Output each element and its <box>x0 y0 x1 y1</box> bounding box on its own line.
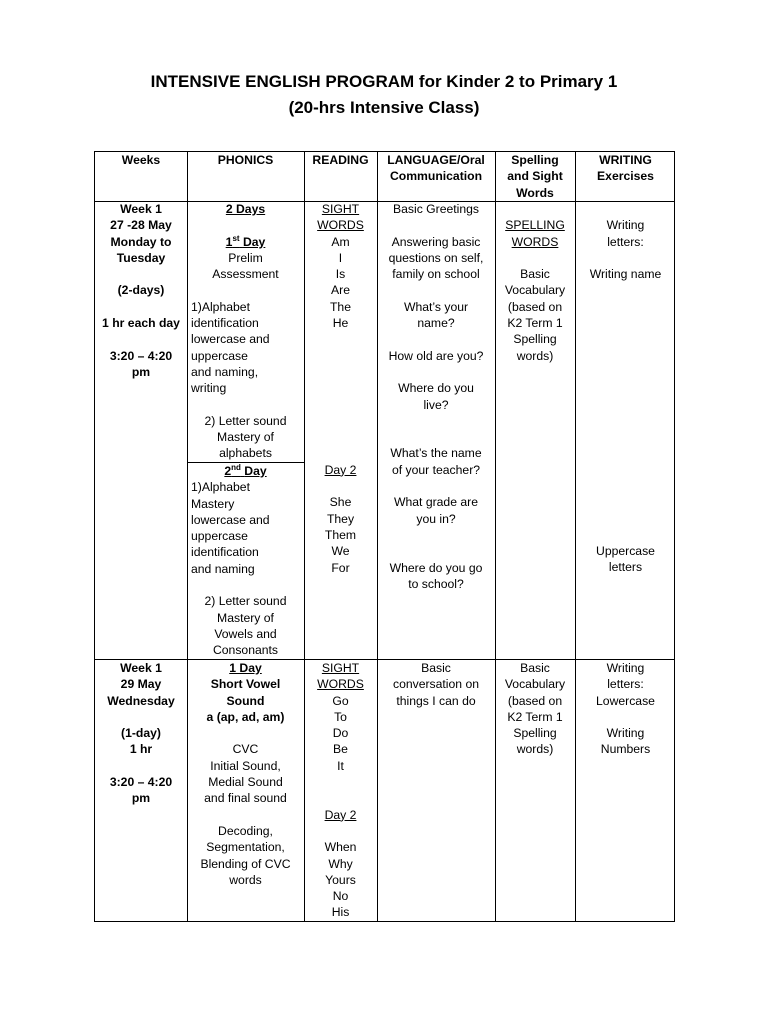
header-spelling: Spelling and Sight Words <box>507 153 563 200</box>
week1-weeks-cell: Week 1 27 -28 May Monday to Tuesday (2-days) 1 hr each day 3:20 – 4:20 pm <box>102 202 180 379</box>
week2-language-cell: Basic conversation on things I can do <box>392 661 480 708</box>
header-writing: WRITING Exercises <box>597 153 654 184</box>
week2-weeks-cell: Week 1 29 May Wednesday (1-day) 1 hr 3:20 – 4:20 pm <box>107 661 175 806</box>
week1-spelling-cell: SPELLING WORDS Basic Vocabulary (based on K2 Term 1 Spelling words) <box>504 218 566 363</box>
week2-spelling-cell: Basic Vocabulary (based on K2 Term 1 Spelling words) <box>504 661 566 757</box>
header-language: LANGUAGE/Oral Communication <box>387 153 485 184</box>
week1-phonics-day2-cell: 2nd Day 1)Alphabet Mastery lowercase and uppercase identification and naming 2) Letter sound Mastery of Vowels and Consonants <box>191 463 287 658</box>
week1-reading-cell: SIGHT WORDS Am I Is Are The He Day 2 She They Them We For <box>317 202 364 575</box>
week2-writing-cell: Writing letters: Lowercase Writing Numbers <box>596 661 655 757</box>
document-subtitle: (20-hrs Intensive Class) <box>288 98 480 117</box>
week1-phonics-day1-cell: 2 Days 1st Day Prelim Assessment 1)Alphabet identification lowercase and uppercase and naming, writing 2) Letter sound Mastery of alphabets <box>191 202 287 461</box>
week1-writing-cell: Writing letters: Writing name <box>589 218 662 282</box>
week1-language-cell: Basic Greetings Answering basic questions on self, family on school What’s your name? How old are you? Where do you live? What’s the name of your teacher? What grade are you in? Where do you go to school? <box>388 202 484 591</box>
week2-phonics-cell: 1 Day Short Vowel Sound a (ap, ad, am) CVC Initial Sound, Medial Sound and final sound Decoding, Segmentation, Blending of CVC words <box>200 661 291 887</box>
header-phonics: PHONICS <box>217 153 274 167</box>
week1-writing-uppercase: Uppercase letters <box>596 544 655 575</box>
week2-reading-cell: SIGHT WORDS Go To Do Be It Day 2 When Why Yours No His <box>317 661 364 920</box>
document-title: INTENSIVE ENGLISH PROGRAM for Kinder 2 to Primary 1 <box>150 72 618 91</box>
program-table <box>94 151 675 922</box>
header-weeks: Weeks <box>121 153 161 167</box>
header-reading: READING <box>312 153 369 167</box>
